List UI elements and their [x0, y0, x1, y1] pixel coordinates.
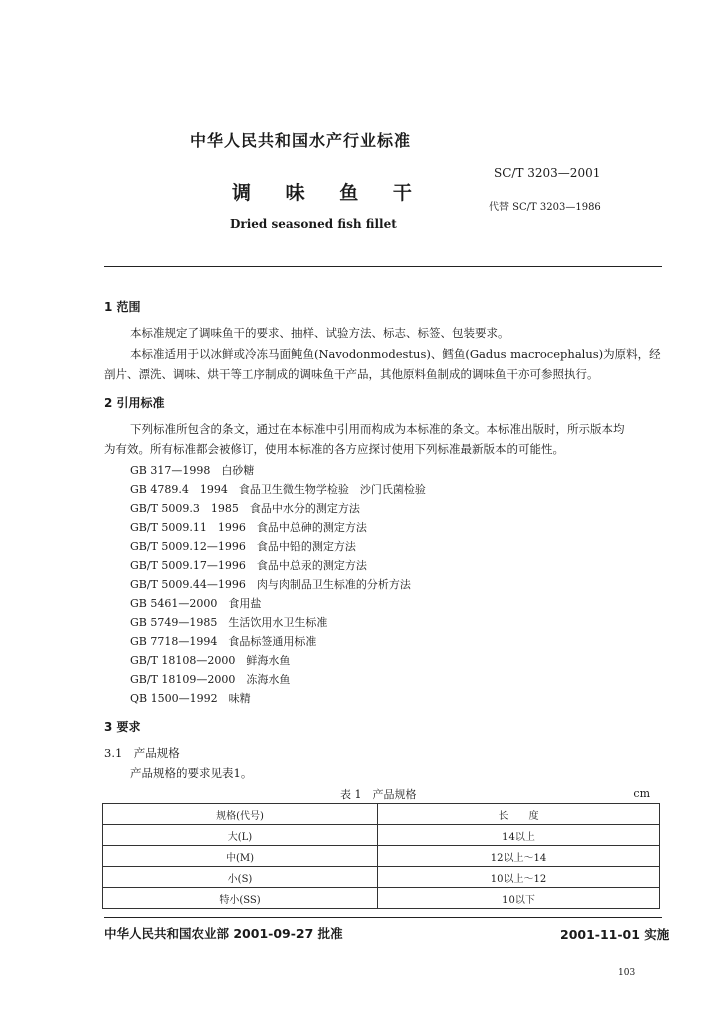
table-unit: cm: [633, 787, 650, 800]
table-cell: 14以上: [378, 825, 660, 846]
english-title: Dried seasoned fish fillet: [230, 217, 397, 231]
table-row: [103, 888, 660, 909]
replaces-note: 代替 SC/T 3203—1986: [489, 202, 601, 213]
table-cell: 10以下: [378, 888, 660, 909]
table-row: [103, 825, 660, 846]
section-3-1-heading: 3.1 产品规格: [104, 746, 180, 760]
header-divider: [104, 266, 662, 267]
standard-code: SC/T 3203—2001: [494, 166, 601, 180]
reference-item: GB/T 5009.11 1996 食品中总砷的测定方法: [130, 521, 367, 534]
reference-item: GB/T 5009.3 1985 食品中水分的测定方法: [130, 502, 360, 515]
table-row: [103, 867, 660, 888]
document-title: 调 味 鱼 干: [232, 182, 426, 204]
table-row: [103, 846, 660, 867]
table-header-cell: 规格(代号): [103, 804, 378, 825]
section-2-heading: 2 引用标准: [104, 396, 165, 410]
table-caption: 表 1 产品规格: [340, 788, 417, 801]
reference-item: GB 5461—2000 食用盐: [130, 597, 262, 610]
table-cell: 12以上～14: [378, 846, 660, 867]
section-1-paragraph-2-line-1: 本标准适用于以冰鲜或冷冻马面鲀鱼(Navodonmodestus)、鳕鱼(Gadus macrocephalus)为原料，经: [130, 347, 661, 361]
standard-title: 中华人民共和国水产行业标准: [190, 131, 412, 150]
footer-divider: [104, 917, 662, 918]
reference-item: GB 7718—1994 食品标签通用标准: [130, 635, 317, 648]
product-spec-table: [102, 803, 660, 909]
section-2-intro-line-1: 下列标准所包含的条文，通过在本标准中引用而构成为本标准的条文。本标准出版时，所示版本均: [130, 422, 625, 436]
reference-item: GB/T 18108—2000 鲜海水鱼: [130, 654, 291, 667]
table-cell: 中(M): [103, 846, 378, 867]
section-3-1-text: 产品规格的要求见表1。: [130, 766, 253, 780]
section-2-intro-line-2: 为有效。所有标准都会被修订，使用本标准的各方应探讨使用下列标准最新版本的可能性。: [104, 442, 564, 456]
reference-item: GB/T 5009.44—1996 肉与肉制品卫生标准的分析方法: [130, 578, 411, 591]
reference-item: GB/T 5009.12—1996 食品中铅的测定方法: [130, 540, 356, 553]
table-cell: 小(S): [103, 867, 378, 888]
reference-item: GB 4789.4 1994 食品卫生微生物学检验 沙门氏菌检验: [130, 483, 426, 496]
table-header-cell: 长 度: [378, 804, 660, 825]
reference-item: GB/T 5009.17—1996 食品中总汞的测定方法: [130, 559, 367, 572]
section-1-paragraph-2-line-2: 剖片、漂洗、调味、烘干等工序制成的调味鱼干产品，其他原料鱼制成的调味鱼干亦可参照执行。: [104, 367, 599, 381]
table-caption-row: [102, 784, 660, 802]
reference-item: GB/T 18109—2000 冻海水鱼: [130, 673, 291, 686]
reference-item: QB 1500—1992 味精: [130, 692, 251, 705]
section-3-heading: 3 要求: [104, 720, 141, 734]
page-number: 103: [618, 968, 636, 978]
reference-item: GB 5749—1985 生活饮用水卫生标准: [130, 616, 328, 629]
section-1-paragraph-1: 本标准规定了调味鱼干的要求、抽样、试验方法、标志、标签、包装要求。: [130, 326, 510, 340]
effective-date: 2001-11-01 实施: [560, 927, 670, 942]
table-header-row: [103, 804, 660, 825]
table-cell: 大(L): [103, 825, 378, 846]
section-1-heading: 1 范围: [104, 300, 141, 314]
issuer-approval: 中华人民共和国农业部 2001-09-27 批准: [104, 926, 343, 941]
table-cell: 特小(SS): [103, 888, 378, 909]
reference-item: GB 317—1998 白砂糖: [130, 464, 255, 477]
table-cell: 10以上～12: [378, 867, 660, 888]
